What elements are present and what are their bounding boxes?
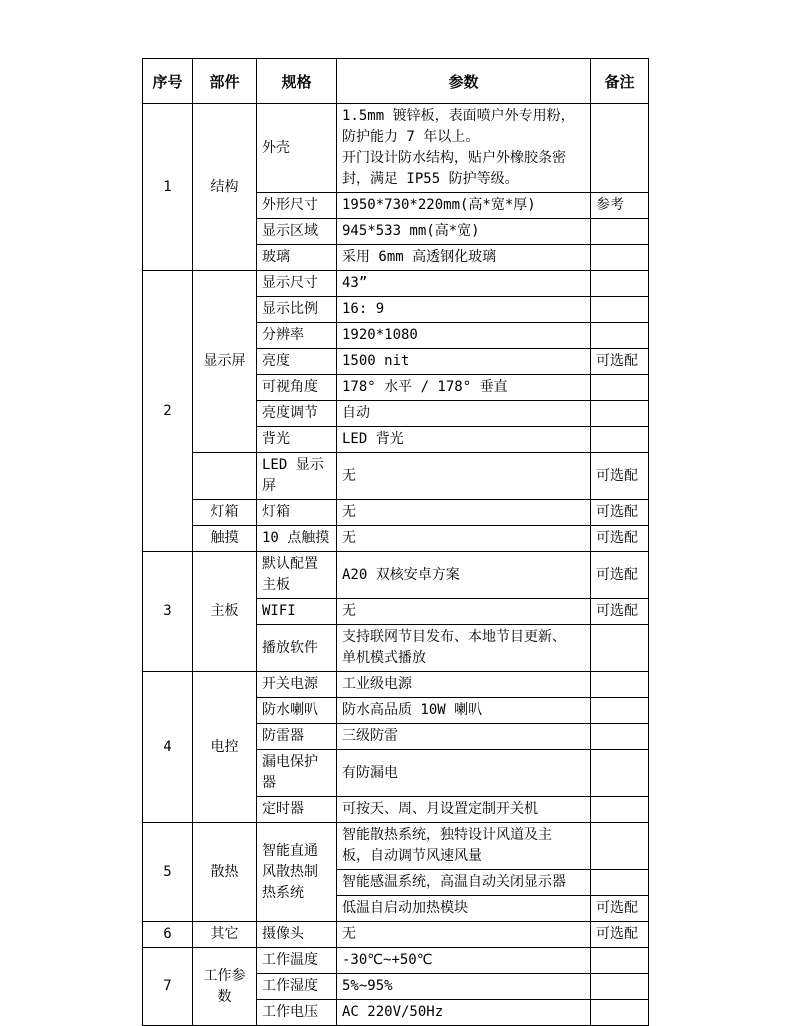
- header-spec: 规格: [257, 59, 337, 104]
- remark-cell: 可选配: [591, 526, 649, 552]
- remark-cell: 可选配: [591, 922, 649, 948]
- spec-cell: 可视角度: [257, 375, 337, 401]
- remark-cell: [591, 625, 649, 672]
- remark-cell: [591, 271, 649, 297]
- header-param: 参数: [337, 59, 591, 104]
- spec-cell: 工作电压: [257, 1000, 337, 1026]
- spec-cell: 玻璃: [257, 245, 337, 271]
- param-cell: 1.5mm 镀锌板，表面喷户外专用粉， 防护能力 7 年以上。 开门设计防水结构，贴户外橡胶条密 封，满足 IP55 防护等级。: [337, 104, 591, 193]
- spec-cell: 播放软件: [257, 625, 337, 672]
- param-cell: 自动: [337, 401, 591, 427]
- spec-cell: 显示区域: [257, 219, 337, 245]
- param-cell: 5%~95%: [337, 974, 591, 1000]
- spec-cell: 防水喇叭: [257, 698, 337, 724]
- table-row: [143, 922, 649, 948]
- remark-cell: [591, 104, 649, 193]
- seq-cell: 1: [143, 104, 193, 271]
- seq-cell: 5: [143, 823, 193, 922]
- param-cell: AC 220V/50Hz: [337, 1000, 591, 1026]
- spec-cell: 防雷器: [257, 724, 337, 750]
- param-cell: 无: [337, 922, 591, 948]
- component-cell: [193, 453, 257, 500]
- param-cell: 智能感温系统，高温自动关闭显示器: [337, 870, 591, 896]
- spec-cell: 外形尺寸: [257, 193, 337, 219]
- remark-cell: [591, 672, 649, 698]
- remark-cell: 可选配: [591, 500, 649, 526]
- remark-cell: [591, 974, 649, 1000]
- param-cell: 178° 水平 / 178° 垂直: [337, 375, 591, 401]
- spec-cell: LED 显示 屏: [257, 453, 337, 500]
- param-cell: 支持联网节目发布、本地节目更新、 单机模式播放: [337, 625, 591, 672]
- spec-cell: 摄像头: [257, 922, 337, 948]
- param-cell: 1920*1080: [337, 323, 591, 349]
- remark-cell: [591, 948, 649, 974]
- seq-cell: 4: [143, 672, 193, 823]
- table-row: [143, 500, 649, 526]
- remark-cell: [591, 219, 649, 245]
- spec-cell: 默认配置 主板: [257, 552, 337, 599]
- spec-table: [142, 58, 649, 1026]
- component-cell: 其它: [193, 922, 257, 948]
- param-cell: 有防漏电: [337, 750, 591, 797]
- remark-cell: [591, 823, 649, 870]
- header-seq: 序号: [143, 59, 193, 104]
- component-cell: 主板: [193, 552, 257, 672]
- spec-cell: 漏电保护 器: [257, 750, 337, 797]
- remark-cell: [591, 698, 649, 724]
- param-cell: 可按天、周、月设置定制开关机: [337, 797, 591, 823]
- remark-cell: [591, 323, 649, 349]
- header-row: [143, 59, 649, 104]
- spec-cell: WIFI: [257, 599, 337, 625]
- spec-cell: 背光: [257, 427, 337, 453]
- header-remark: 备注: [591, 59, 649, 104]
- spec-cell: 10 点触摸: [257, 526, 337, 552]
- remark-cell: [591, 375, 649, 401]
- remark-cell: 可选配: [591, 349, 649, 375]
- remark-cell: 可选配: [591, 552, 649, 599]
- spec-cell: 定时器: [257, 797, 337, 823]
- spec-cell: 亮度: [257, 349, 337, 375]
- param-cell: 无: [337, 526, 591, 552]
- spec-cell: 外壳: [257, 104, 337, 193]
- remark-cell: [591, 870, 649, 896]
- remark-cell: [591, 724, 649, 750]
- remark-cell: 可选配: [591, 453, 649, 500]
- header-component: 部件: [193, 59, 257, 104]
- spec-cell: 显示尺寸: [257, 271, 337, 297]
- remark-cell: [591, 245, 649, 271]
- param-cell: 工业级电源: [337, 672, 591, 698]
- param-cell: 采用 6mm 高透钢化玻璃: [337, 245, 591, 271]
- remark-cell: [591, 797, 649, 823]
- remark-cell: [591, 427, 649, 453]
- component-cell: 工作参 数: [193, 948, 257, 1026]
- seq-cell: 3: [143, 552, 193, 672]
- spec-cell: 工作湿度: [257, 974, 337, 1000]
- remark-cell: 可选配: [591, 896, 649, 922]
- remark-cell: [591, 750, 649, 797]
- param-cell: 43”: [337, 271, 591, 297]
- component-cell: 电控: [193, 672, 257, 823]
- seq-cell: 6: [143, 922, 193, 948]
- param-cell: 智能散热系统，独特设计风道及主 板，自动调节风速风量: [337, 823, 591, 870]
- spec-cell: 智能直通 风散热制 热系统: [257, 823, 337, 922]
- table-row: [143, 948, 649, 974]
- spec-cell: 显示比例: [257, 297, 337, 323]
- component-cell: 散热: [193, 823, 257, 922]
- component-cell: 触摸: [193, 526, 257, 552]
- param-cell: LED 背光: [337, 427, 591, 453]
- param-cell: 1500 nit: [337, 349, 591, 375]
- table-row: [143, 104, 649, 193]
- table-row: [143, 823, 649, 870]
- remark-cell: 参考: [591, 193, 649, 219]
- component-cell: 显示屏: [193, 271, 257, 453]
- remark-cell: [591, 1000, 649, 1026]
- param-cell: -30℃~+50℃: [337, 948, 591, 974]
- seq-cell: 2: [143, 271, 193, 552]
- remark-cell: [591, 401, 649, 427]
- param-cell: 防水高品质 10W 喇叭: [337, 698, 591, 724]
- spec-cell: 工作温度: [257, 948, 337, 974]
- param-cell: 无: [337, 599, 591, 625]
- param-cell: 低温自启动加热模块: [337, 896, 591, 922]
- spec-cell: 开关电源: [257, 672, 337, 698]
- table-row: [143, 552, 649, 599]
- table-row: [143, 271, 649, 297]
- param-cell: 无: [337, 453, 591, 500]
- spec-cell: 亮度调节: [257, 401, 337, 427]
- param-cell: A20 双核安卓方案: [337, 552, 591, 599]
- spec-table-body: [143, 104, 649, 1026]
- component-cell: 灯箱: [193, 500, 257, 526]
- remark-cell: 可选配: [591, 599, 649, 625]
- param-cell: 无: [337, 500, 591, 526]
- spec-cell: 灯箱: [257, 500, 337, 526]
- table-row: [143, 526, 649, 552]
- param-cell: 945*533 mm(高*宽): [337, 219, 591, 245]
- param-cell: 三级防雷: [337, 724, 591, 750]
- param-cell: 1950*730*220mm(高*宽*厚): [337, 193, 591, 219]
- param-cell: 16: 9: [337, 297, 591, 323]
- component-cell: 结构: [193, 104, 257, 271]
- table-row: [143, 672, 649, 698]
- seq-cell: 7: [143, 948, 193, 1026]
- spec-cell: 分辨率: [257, 323, 337, 349]
- table-row: [143, 453, 649, 500]
- remark-cell: [591, 297, 649, 323]
